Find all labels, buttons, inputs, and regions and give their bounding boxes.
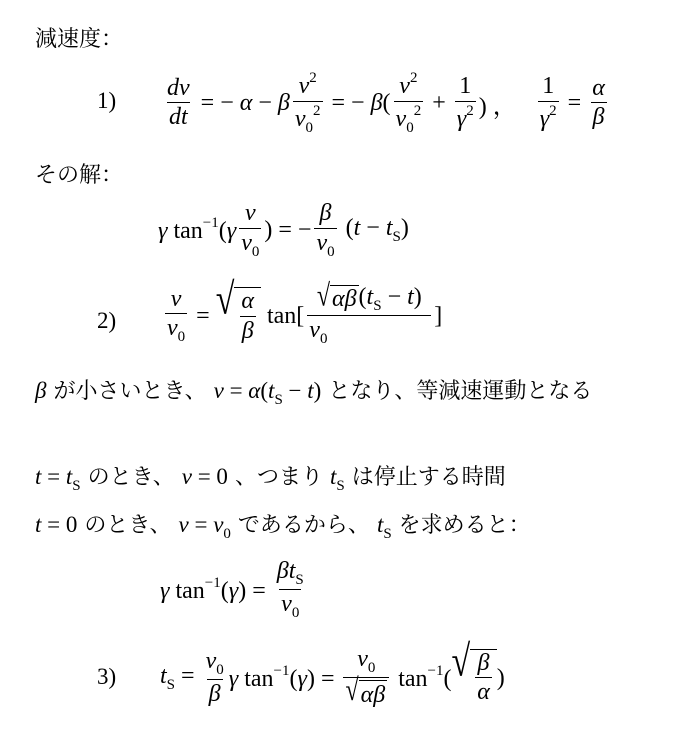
text-stop-time-part-b: 、つまり	[234, 465, 323, 490]
text-beta-small: β が小さいとき、 $v = \alpha(t_S - t)$ となり、等減速運動となる	[35, 378, 593, 408]
equation-1-label: 1)	[97, 88, 117, 113]
equation-2-label: 2)	[97, 308, 117, 333]
equation-3-label: 3)	[97, 664, 117, 689]
text-stop-time-part-a: のとき、	[87, 465, 175, 490]
equation-arctan: γ $\tan^{-1}(\gamma$ $\frac{v}{v_0}$ ) = − $\frac{\beta}{v_0}$ $(t - t_S)$	[158, 200, 409, 260]
text-beta-small-part-b: となり、等減速運動となる	[328, 379, 593, 404]
text-stop-time: $t = t_S$ のとき、 v = 0 、つまり $t_S$ は停止する時間	[35, 464, 506, 494]
heading-solution: その解：	[35, 163, 124, 188]
text-initial-part-c: を求めると：	[398, 513, 531, 538]
text-beta-small-part-a: が小さいとき、	[53, 379, 207, 404]
heading-deceleration: 減速度：	[35, 27, 124, 52]
equation-3: $t_S$ = $\frac{v_0}{\beta}$ γ $\tan^{-1}(\gamma)$ = $v_0$ √ αβ $\tan^{-1}$( √ $\frac{\beta}{\alpha}$ )	[160, 637, 505, 709]
text-initial-condition: t = 0 のとき、 $v = v_0$ であるから、 $t_S$ を求めると：	[35, 512, 531, 542]
equation-2: $\frac{v}{v_0}$ = √ $\frac{\alpha}{\beta}$ tan[ √ αβ $(t_S - t)$ $v_0$ ]	[167, 275, 443, 348]
text-stop-time-part-c: は停止する時間	[351, 465, 506, 490]
equation-1: $\frac{dv}{dt}$ = − α − β $\frac{v^2}{v_0^2}$ = − β( $\frac{v^2}{v_0^2}$ + $\frac{1}{\gamma^2}$ ) ， $\frac{1}{\gamma^2}$ = $\frac{\alpha}{\beta}$	[167, 70, 605, 136]
equation-gamma-arctan: γ $\tan^{-1}(\gamma)$ = $\frac{\beta t_S}{v_0}$	[160, 558, 304, 622]
text-initial-part-a: のとき、	[84, 513, 172, 538]
text-initial-part-b: であるから、	[237, 513, 370, 538]
